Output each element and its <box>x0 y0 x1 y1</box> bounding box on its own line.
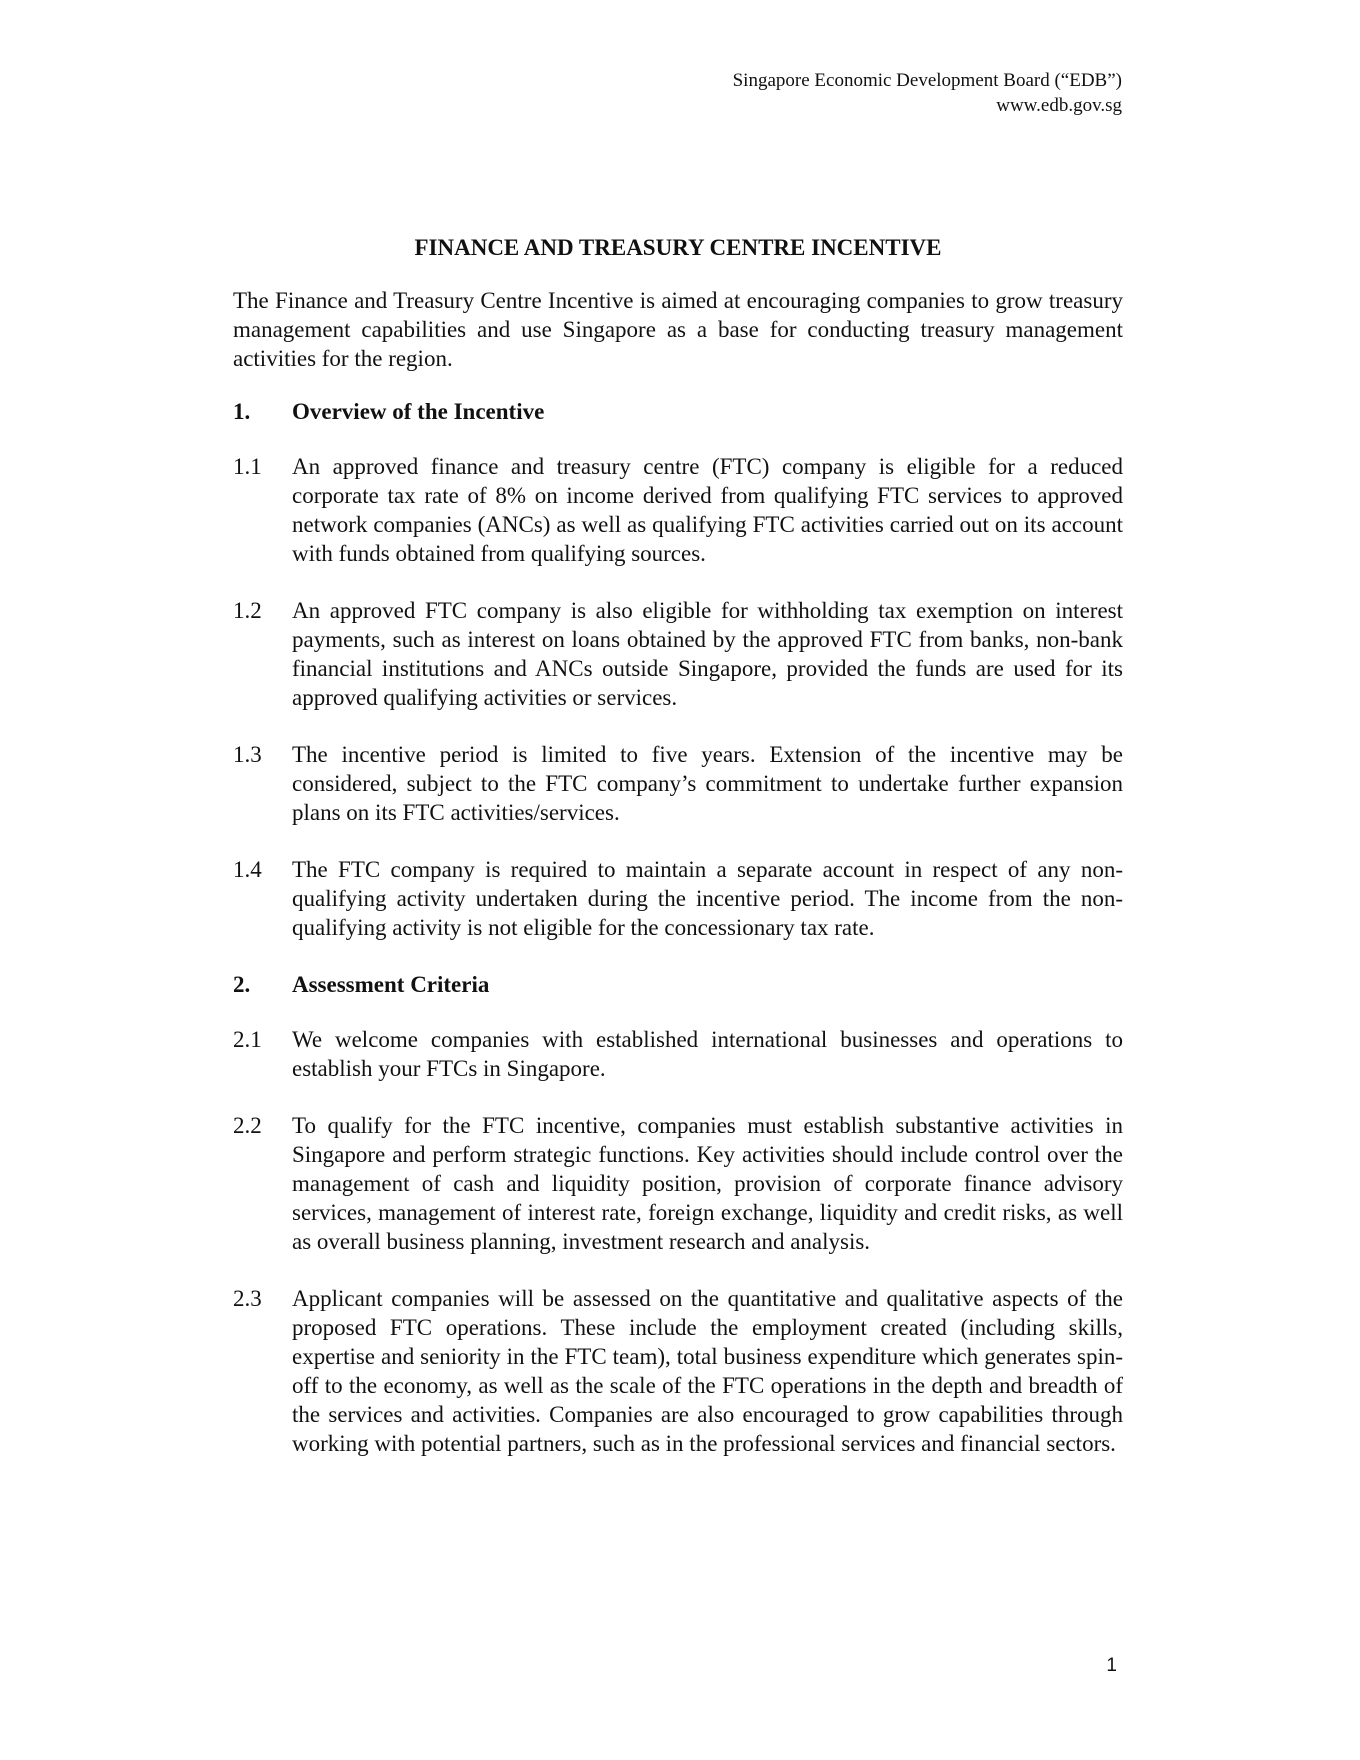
section-title: Overview of the Incentive <box>292 399 545 424</box>
paragraph-number: 1.4 <box>233 857 262 882</box>
paragraph-text: To qualify for the FTC incentive, companies must establish substantive activities in Singapore and perform strategic functions. Key activities should include control over the management of cash and liquidity position, provision of corporate finance advisory services, management of interest rate, foreign exchange, liquidity and credit risks, as well as overall business planning, investment research and analysis. <box>292 1113 1123 1254</box>
header-org: Singapore Economic Development Board (“EDB”) <box>732 70 1122 91</box>
paragraph-number: 1.2 <box>233 598 262 623</box>
paragraph-1-2 <box>233 596 1123 712</box>
paragraph-text: The incentive period is limited to five years. Extension of the incentive may be considered, subject to the FTC company’s commitment to undertake further expansion plans on its FTC activities/services. <box>292 742 1123 825</box>
paragraph-2-1 <box>233 1025 1123 1083</box>
document-body <box>233 233 1123 1486</box>
intro-paragraph: The Finance and Treasury Centre Incentive is aimed at encouraging companies to grow treasury management capabilities and use Singapore as a base for conducting treasury management activities for the region. <box>233 288 1123 371</box>
paragraph-text: We welcome companies with established international businesses and operations to establish your FTCs in Singapore. <box>292 1027 1123 1081</box>
paragraph-number: 2.2 <box>233 1113 262 1138</box>
paragraph-number: 1.1 <box>233 454 262 479</box>
section-title: Assessment Criteria <box>292 972 490 997</box>
page-header <box>733 68 1122 118</box>
paragraph-number: 1.3 <box>233 742 262 767</box>
section-number: 1. <box>233 399 251 424</box>
paragraph-1-4 <box>233 855 1123 942</box>
section-number: 2. <box>233 972 251 997</box>
paragraph-2-2 <box>233 1111 1123 1256</box>
paragraph-number: 2.1 <box>233 1027 262 1052</box>
paragraph-1-3 <box>233 740 1123 827</box>
paragraph-text: Applicant companies will be assessed on the quantitative and qualitative aspects of the proposed FTC operations. These include the employment created (including skills, expertise and seniority in the FTC team), total business expenditure which generates spin-off to the economy, as well as the scale of the FTC operations in the depth and breadth of the services and activities. Companies are also encouraged to grow capabilities through working with potential partners, such as in the professional services and financial sectors. <box>292 1286 1123 1456</box>
page-number: 1 <box>1106 1655 1117 1676</box>
section-heading-assessment <box>233 970 1123 999</box>
paragraph-number: 2.3 <box>233 1286 262 1311</box>
paragraph-2-3 <box>233 1284 1123 1458</box>
paragraph-text: An approved finance and treasury centre (FTC) company is eligible for a reduced corporate tax rate of 8% on income derived from qualifying FTC services to approved network companies (ANCs) as well as qualifying FTC activities carried out on its account with funds obtained from qualifying sources. <box>292 454 1123 566</box>
document-title: FINANCE AND TREASURY CENTRE INCENTIVE <box>414 235 942 260</box>
paragraph-text: The FTC company is required to maintain a separate account in respect of any non-qualifying activity undertaken during the incentive period. The income from the non-qualifying activity is not eligible for the concessionary tax rate. <box>292 857 1123 940</box>
section-heading-overview <box>233 397 1123 426</box>
paragraph-1-1 <box>233 452 1123 568</box>
header-url: www.edb.gov.sg <box>996 95 1122 116</box>
paragraph-text: An approved FTC company is also eligible for withholding tax exemption on interest payments, such as interest on loans obtained by the approved FTC from banks, non-bank financial institutions and ANCs outside Singapore, provided the funds are used for its approved qualifying activities or services. <box>292 598 1123 710</box>
